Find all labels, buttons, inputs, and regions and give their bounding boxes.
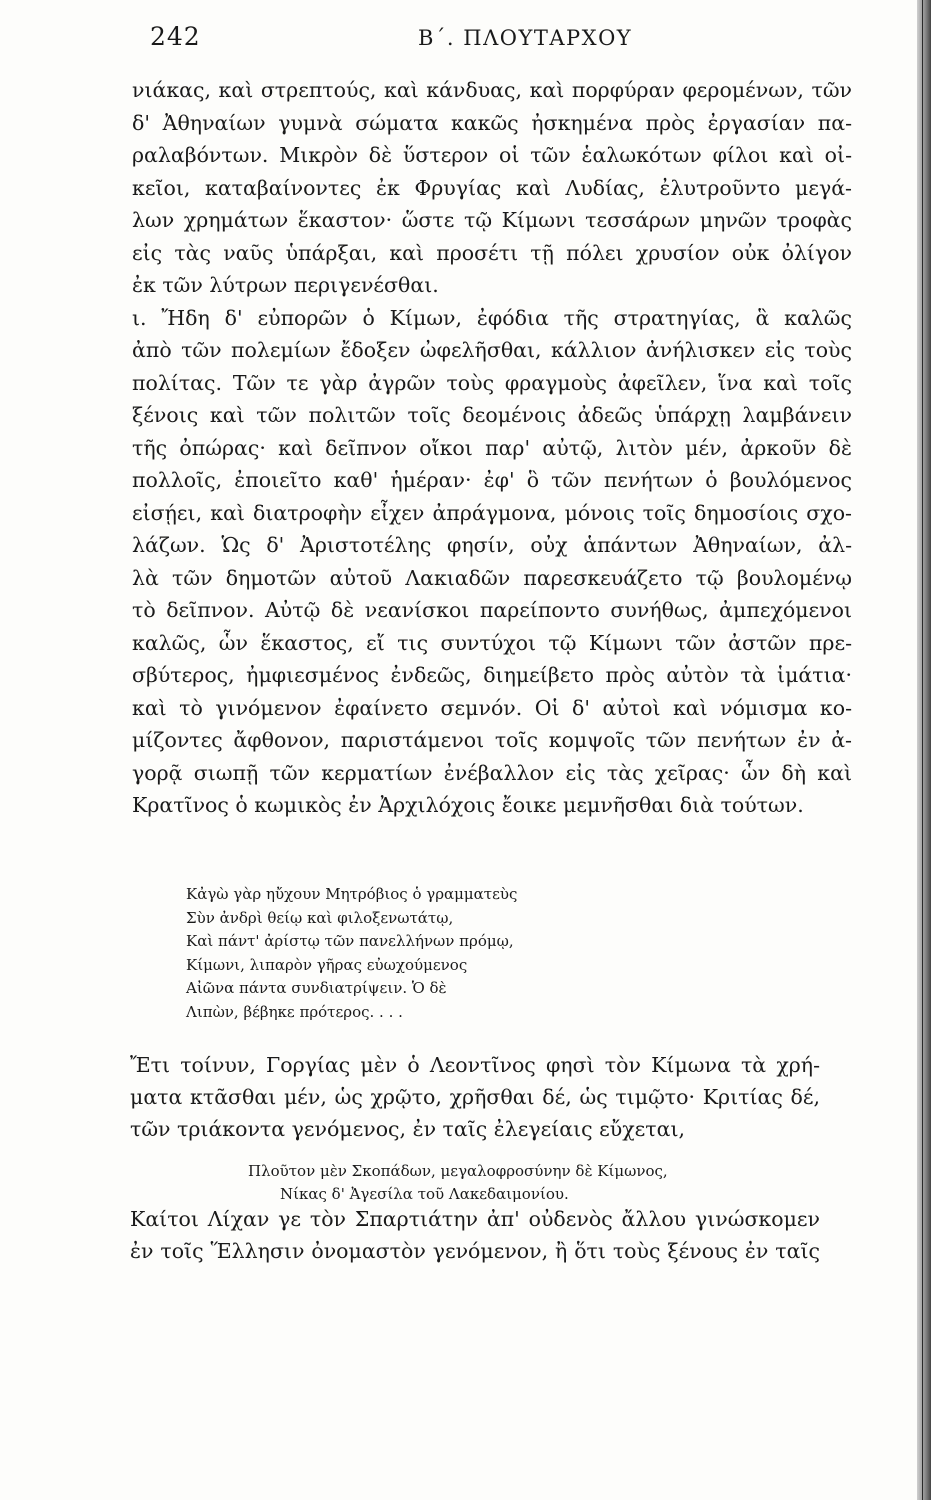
text-line: λάζων. Ὡς δ' Ἀριστοτέλης φησίν, οὐχ ἁπάντων Ἀθηναίων, ἀλ-	[132, 533, 852, 557]
text-block-second	[130, 1049, 820, 1145]
text-line: τῆς ὀπώρας· καὶ δεῖπνον οἴκοι παρ' αὐτῷ, λιτὸν μέν, ἀρκοῦν δὲ	[132, 435, 852, 460]
text-line: Κρατῖνος ὁ κωμικὸς ἐν Ἀρχιλόχοις ἔοικε μεμνῆσθαι διὰ τούτων.	[132, 793, 804, 817]
verse-line: Αἰῶνα πάντα συνδιατρίψειν. Ὁ δὲ	[186, 979, 447, 997]
text-line: σβύτερος, ἠμφιεσμένος ἐνδεῶς, διημείβετο πρὸς αὐτὸν τὰ ἱμάτια·	[132, 663, 852, 687]
text-line: τῶν τριάκοντα γενόμενος, ἐν ταῖς ἐλεγείαις εὔχεται,	[130, 1117, 686, 1141]
text-line: μίζοντες ἄφθονον, παριστάμενοι τοῖς κομψοῖς τῶν πενήτων ἐν ἀ-	[132, 728, 852, 752]
text-line: εἰσῄει, καὶ διατροφὴν εἶχεν ἀπράγμονα, μόνοις τοῖς δημοσίοις σχο-	[132, 500, 852, 525]
verse-line: Κίμωνι, λιπαρὸν γῆρας εὐωχούμενος	[186, 955, 468, 974]
page-edge-line	[922, 0, 923, 1500]
text-line: γορᾷ σιωπῇ τῶν κερματίων ἐνέβαλλον εἰς τὰς χεῖρας· ὧν δὴ καὶ	[132, 760, 852, 785]
text-line: εἰς τὰς ναῦς ὑπάρξαι, καὶ προσέτι τῇ πόλει χρυσίον οὐκ ὀλίγον	[132, 240, 852, 265]
text-line: ἐν τοῖς Ἕλλησιν ὀνομαστὸν γενόμενον, ἢ ὅτι τοὺς ξένους ἐν ταῖς	[130, 1239, 820, 1263]
text-line: πολίτας. Τῶν τε γὰρ ἀγρῶν τοὺς φραγμοὺς ἀφεῖλεν, ἵνα καὶ τοῖς	[132, 370, 852, 395]
verse-quotation-cratinus	[186, 883, 626, 1024]
verse-line: Καὶ πάντ' ἀρίστῳ τῶν πανελλήνων πρόμῳ,	[186, 932, 514, 950]
page-header	[150, 22, 890, 62]
text-line: Ἔτι τοίνυν, Γοργίας μὲν ὁ Λεοντῖνος φησὶ τὸν Κίμωνα τὰ χρή-	[130, 1053, 820, 1077]
text-line: νιάκας, καὶ στρεπτούς, καὶ κάνδυας, καὶ πορφύραν φερομένων, τῶν	[132, 78, 852, 102]
verse-line: Κἀγὼ γὰρ ηὔχουν Μητρόβιος ὁ γραμματεὺς	[186, 885, 518, 903]
text-line: ραλαβόντων. Μικρὸν δὲ ὕστερον οἱ τῶν ἑαλωκότων φίλοι καὶ οἰ-	[132, 143, 852, 167]
verse-quotation-critias	[248, 1160, 668, 1206]
page-edge-shadow	[917, 0, 931, 1500]
page-number: 242	[150, 22, 201, 51]
running-head: Β΄. ΠΛΟΥΤΑΡΧΟΥ	[418, 26, 633, 50]
text-line: ἀπὸ τῶν πολεμίων ἔδοξεν ὠφελῆσθαι, κάλλιον ἀνήλισκεν εἰς τοὺς	[132, 338, 852, 362]
text-line: λὰ τῶν δημοτῶν αὐτοῦ Λακιαδῶν παρεσκευάζετο τῷ βουλομένῳ	[132, 565, 852, 590]
text-line: ἐκ τῶν λύτρων περιγενέσθαι.	[132, 273, 439, 297]
verse-line: Πλοῦτον μὲν Σκοπάδων, μεγαλοφροσύνην δὲ Κίμωνος,	[248, 1162, 668, 1180]
text-line: πολλοῖς, ἐποιεῖτο καθ' ἡμέραν· ἐφ' ὃ τῶν πενήτων ὁ βουλόμενος	[132, 468, 852, 492]
text-line: ματα κτᾶσθαι μέν, ὡς χρῷτο, χρῆσθαι δέ, ὡς τιμῷτο· Κριτίας δέ,	[130, 1085, 820, 1109]
text-line: δ' Ἀθηναίων γυμνὰ σώματα κακῶς ἠσκημένα πρὸς ἐργασίαν πα-	[132, 110, 852, 135]
text-line: ι. Ἤδη δ' εὐπορῶν ὁ Κίμων, ἐφόδια τῆς στρατηγίας, ἃ καλῶς	[132, 305, 852, 330]
text-line: ξένοις καὶ τῶν πολιτῶν τοῖς δεομένοις ἀδεῶς ὑπάρχῃ λαμβάνειν	[132, 403, 852, 427]
text-line: καλῶς, ὧν ἕκαστος, εἴ τις συντύχοι τῷ Κίμωνι τῶν ἀστῶν πρε-	[132, 630, 852, 655]
main-text-block	[132, 74, 852, 822]
verse-line: Λιπὼν, βέβηκε πρότερος. . . .	[186, 1002, 403, 1021]
text-line: λων χρημάτων ἕκαστον· ὥστε τῷ Κίμωνι τεσσάρων μηνῶν τροφὰς	[132, 208, 852, 232]
text-line: Καίτοι Λίχαν γε τὸν Σπαρτιάτην ἀπ' οὐδενὸς ἄλλου γινώσκομεν	[130, 1207, 820, 1231]
text-block-third	[130, 1203, 820, 1267]
text-line: καὶ τὸ γινόμενον ἐφαίνετο σεμνόν. Οἱ δ' αὐτοὶ καὶ νόμισμα κο-	[132, 695, 852, 720]
text-line: κεῖοι, καταβαίνοντες ἐκ Φρυγίας καὶ Λυδίας, ἐλυτροῦντο μεγά-	[132, 175, 852, 200]
verse-line: Νίκας δ' Ἀγεσίλα τοῦ Λακεδαιμονίου.	[280, 1185, 569, 1203]
text-line: τὸ δεῖπνον. Αὐτῷ δὲ νεανίσκοι παρείποντο συνήθως, ἀμπεχόμενοι	[132, 598, 852, 622]
verse-line: Σὺν ἀνδρὶ θείῳ καὶ φιλοξενωτάτῳ,	[186, 908, 454, 927]
